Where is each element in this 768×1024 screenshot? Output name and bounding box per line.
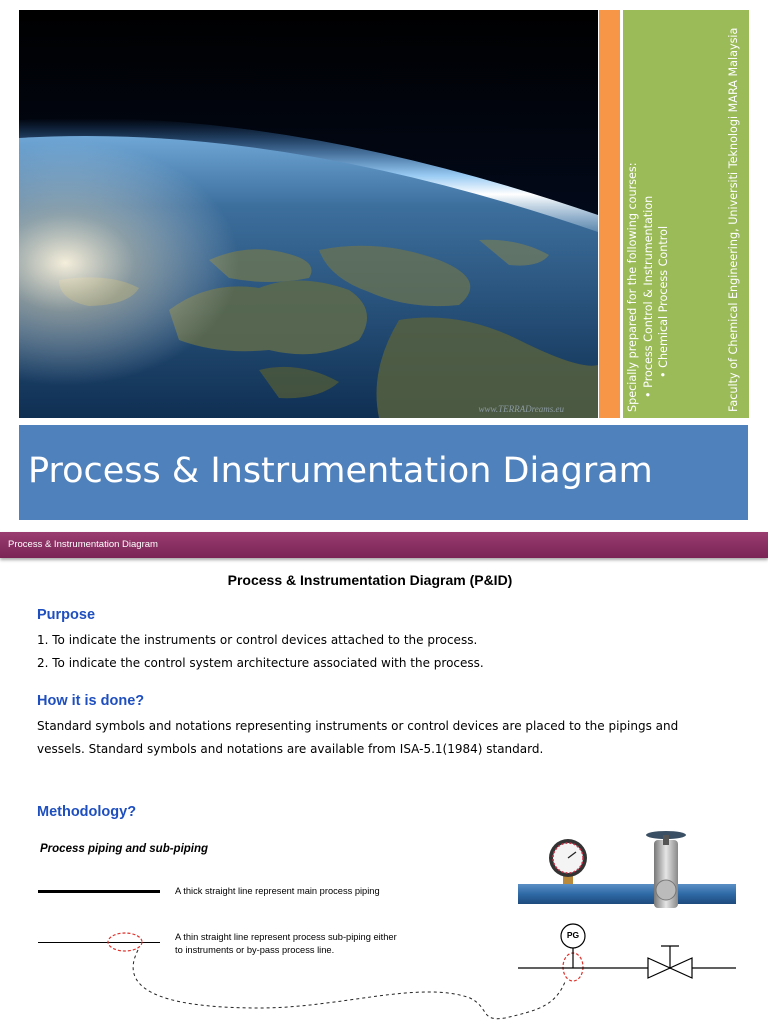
pid-symbol-diagram bbox=[518, 920, 740, 984]
thin-line-description-line: to instruments or by-pass process line. bbox=[175, 945, 335, 955]
orange-accent-bar bbox=[599, 10, 620, 418]
earth-illustration bbox=[19, 10, 598, 418]
courses-heading: Specially prepared for the following courses: bbox=[626, 162, 639, 412]
how-heading: How it is done? bbox=[37, 693, 145, 709]
pipe-with-gauge-and-valve-illustration bbox=[518, 820, 740, 910]
main-process-piping-line bbox=[38, 890, 160, 893]
course-item: • Process Control & Instrumentation bbox=[641, 195, 655, 398]
methodology-heading: Methodology? bbox=[37, 804, 137, 820]
earth-from-space-image bbox=[19, 10, 598, 418]
slide-header-bar bbox=[0, 532, 768, 558]
thick-line-description: A thick straight line represent main process piping bbox=[175, 886, 380, 896]
title-banner bbox=[19, 425, 748, 520]
purpose-item: 1. To indicate the instruments or control devices attached to the process. bbox=[37, 633, 478, 647]
how-text-line: Standard symbols and notations representing instruments or control devices are placed to the pipings and bbox=[37, 719, 679, 733]
slide-title: Process & Instrumentation Diagram bbox=[28, 451, 653, 491]
course-info-panel bbox=[623, 10, 749, 418]
pressure-gauge-label: PG bbox=[566, 930, 580, 940]
faculty-name: Faculty of Chemical Engineering, Universiti Teknologi MARA Malaysia bbox=[726, 27, 740, 412]
image-credit: www.TERRADreams.eu bbox=[478, 404, 564, 414]
how-text-line: vessels. Standard symbols and notations are available from ISA-5.1(1984) standard. bbox=[37, 742, 544, 756]
thin-line-description-line: A thin straight line represent process sub-piping either bbox=[175, 932, 397, 942]
slide-header-text: Process & Instrumentation Diagram bbox=[8, 539, 158, 550]
content-title: Process & Instrumentation Diagram (P&ID) bbox=[227, 572, 513, 588]
purpose-item: 2. To indicate the control system architecture associated with the process. bbox=[37, 656, 484, 670]
sub-piping-highlight-circle bbox=[108, 933, 142, 951]
content-slide bbox=[0, 530, 768, 1024]
course-item: • Chemical Process Control bbox=[657, 225, 670, 378]
piping-subheading: Process piping and sub-piping bbox=[40, 843, 209, 855]
purpose-heading: Purpose bbox=[37, 607, 96, 623]
dashed-connector-line bbox=[133, 950, 565, 1019]
